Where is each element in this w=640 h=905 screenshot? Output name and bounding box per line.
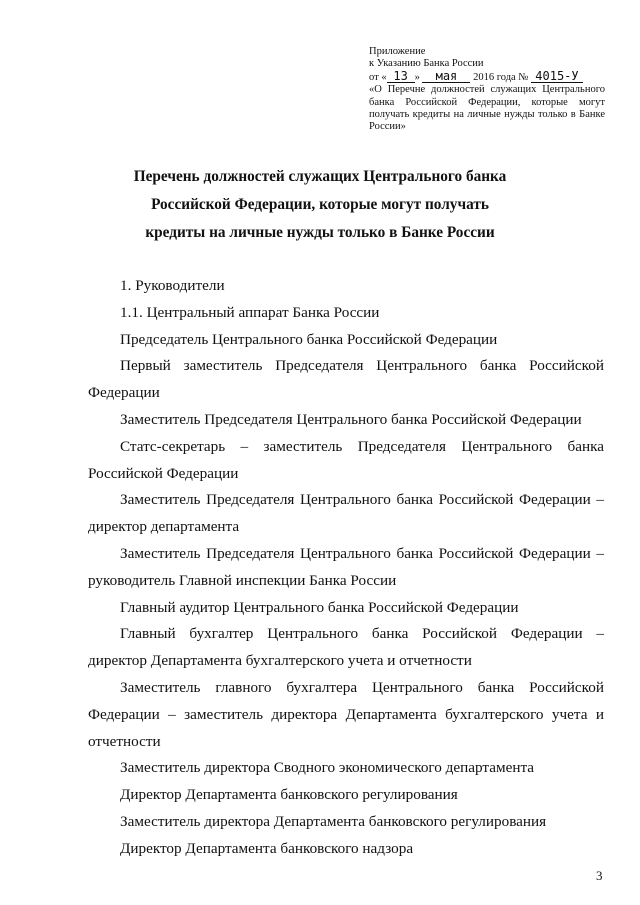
- title-line-1: Перечень должностей служащих Центрального банка: [133, 168, 507, 185]
- position-item: Председатель Центрального банка Российской Федерации: [120, 330, 498, 348]
- page-number: 3: [596, 868, 603, 883]
- appendix-subject: «О Перечне должностей служащих Центрального банка Российской Федерации, которые могут получать кредиты на личные нужды только в Банке России»: [369, 84, 605, 133]
- subsection-heading: 1.1. Центральный аппарат Банка России: [120, 303, 380, 321]
- handwritten-day: 13: [387, 71, 415, 83]
- appendix-header: [369, 46, 605, 134]
- position-item: Главный бухгалтер Центрального банка Российской Федерации – директор Департамента бухгалтерского учета и отчетности: [88, 625, 604, 670]
- title-line-3: кредиты на личные нужды только в Банке России: [145, 224, 495, 241]
- document-title: [0, 163, 640, 247]
- position-item: Заместитель Председателя Центрального банка Российской Федерации – директор департамента: [88, 491, 604, 536]
- appendix-label: Приложение: [369, 46, 426, 57]
- position-item: Заместитель директора Сводного экономического департамента: [120, 759, 535, 777]
- position-item: Заместитель директора Департамента банковского регулирования: [120, 812, 547, 830]
- title-line-2: Российской Федерации, которые могут получать: [151, 196, 489, 213]
- position-item: Первый заместитель Председателя Центрального банка Российской Федерации: [88, 357, 604, 402]
- position-item: Главный аудитор Центрального банка Российской Федерации: [120, 598, 519, 616]
- year-text: 2016 года №: [473, 71, 529, 83]
- position-item: Директор Департамента банковского надзора: [120, 839, 414, 857]
- appendix-reference: к Указанию Банка России: [369, 58, 484, 70]
- position-item: Директор Департамента банковского регулирования: [120, 786, 458, 804]
- position-item: Статс-секретарь – заместитель Председателя Центрального банка Российской Федерации: [88, 437, 604, 482]
- appendix-date-line: от « 13 » мая 2016 года № 4015-У: [369, 71, 605, 84]
- handwritten-month: мая: [422, 71, 470, 83]
- position-item: Заместитель Председателя Центрального банка Российской Федерации – руководитель Главной инспекции Банка России: [88, 544, 604, 589]
- handwritten-number: 4015-У: [531, 71, 583, 83]
- position-item: Заместитель главного бухгалтера Центрального банка Российской Федерации – заместитель директора Департамента бухгалтерского учета и отчетности: [88, 678, 604, 750]
- date-prefix: от «: [369, 71, 387, 83]
- section-heading: 1. Руководители: [120, 277, 225, 294]
- position-item: Заместитель Председателя Центрального банка Российской Федерации: [120, 410, 582, 428]
- document-body: [88, 273, 604, 863]
